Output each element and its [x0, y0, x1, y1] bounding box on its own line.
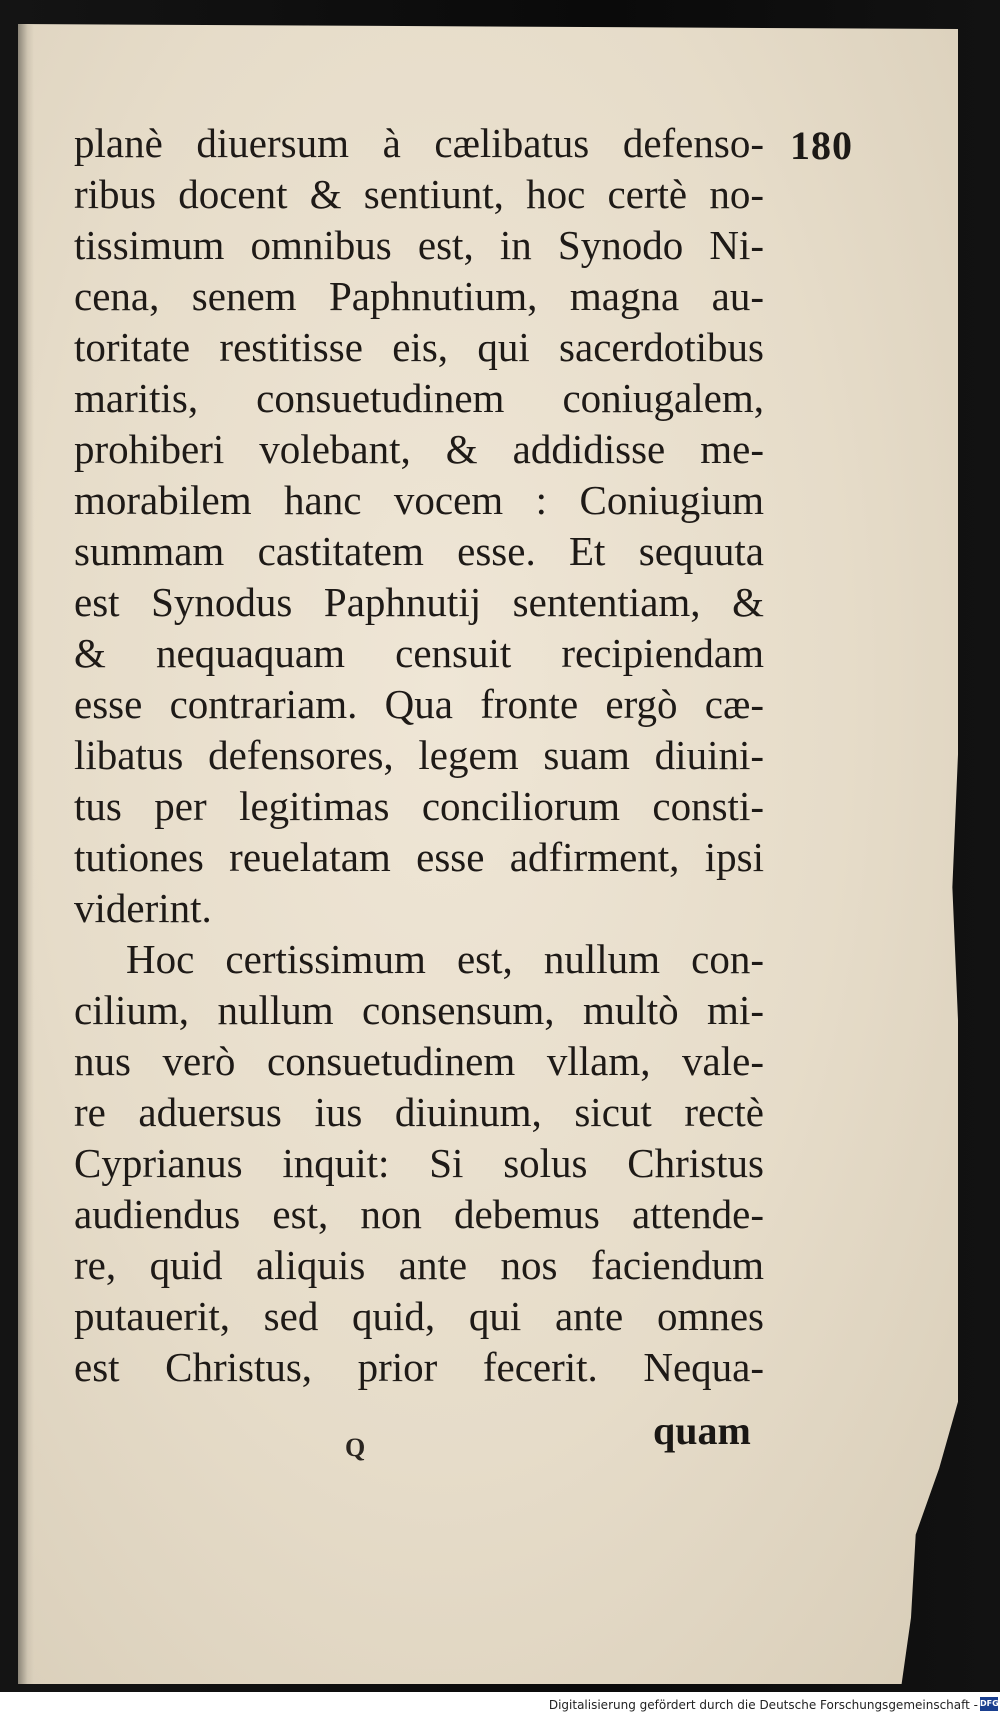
text-line: toritate restitisse eis, qui sacerdotibus [74, 324, 764, 370]
catchword: quam [653, 1408, 751, 1453]
text-line: esse contrariam. Qua fronte ergò cæ- [74, 681, 764, 727]
text-line: est Synodus Paphnutij sententiam, & [74, 579, 764, 625]
text-line: morabilem hanc vocem : Coniugium [74, 477, 764, 523]
dfg-logo-icon: DFG [980, 1697, 998, 1711]
text-line: re aduersus ius diuinum, sicut rectè [74, 1089, 764, 1135]
text-line: re, quid aliquis ante nos faciendum [74, 1242, 764, 1288]
text-line: Cyprianus inquit: Si solus Christus [74, 1140, 764, 1186]
text-line: est Christus, prior fecerit. Nequa- [74, 1344, 764, 1390]
text-line: maritis, consuetudinem coniugalem, [74, 375, 764, 421]
text-line: nus verò consuetudinem vllam, vale- [74, 1038, 764, 1084]
text-line: ribus docent & sentiunt, hoc certè no- [74, 171, 764, 217]
text-line: summam castitatem esse. Et sequuta [74, 528, 764, 574]
page-binding-edge [18, 24, 34, 1684]
text-line: viderint. [74, 885, 212, 931]
text-line: tissimum omnibus est, in Synodo Ni- [74, 222, 764, 268]
signature-mark: Q [345, 1433, 366, 1462]
text-line: audiendus est, non debemus attende- [74, 1191, 764, 1237]
text-line: libatus defensores, legem suam diuini- [74, 732, 764, 778]
text-line: prohiberi volebant, & addidisse me- [74, 426, 764, 472]
text-line: putauerit, sed quid, qui ante omnes [74, 1293, 764, 1339]
text-line: tutiones reuelatam esse adfirment, ipsi [74, 834, 764, 880]
text-line: cilium, nullum consensum, multò mi- [74, 987, 764, 1033]
body-text [74, 118, 764, 1393]
page-number: 180 [790, 123, 853, 168]
text-line: cena, senem Paphnutium, magna au- [74, 273, 764, 319]
text-line: & nequaquam censuit recipiendam [74, 630, 764, 676]
footer-bar [0, 1692, 1000, 1715]
paragraph-first-line: Hoc certissimum est, nullum con- [126, 936, 764, 982]
text-line: tus per legitimas conciliorum consti- [74, 783, 764, 829]
funding-notice: Digitalisierung gefördert durch die Deutsche Forschungsgemeinschaft - [548, 1698, 978, 1712]
text-line: planè diuersum à cælibatus defenso- [74, 120, 764, 166]
